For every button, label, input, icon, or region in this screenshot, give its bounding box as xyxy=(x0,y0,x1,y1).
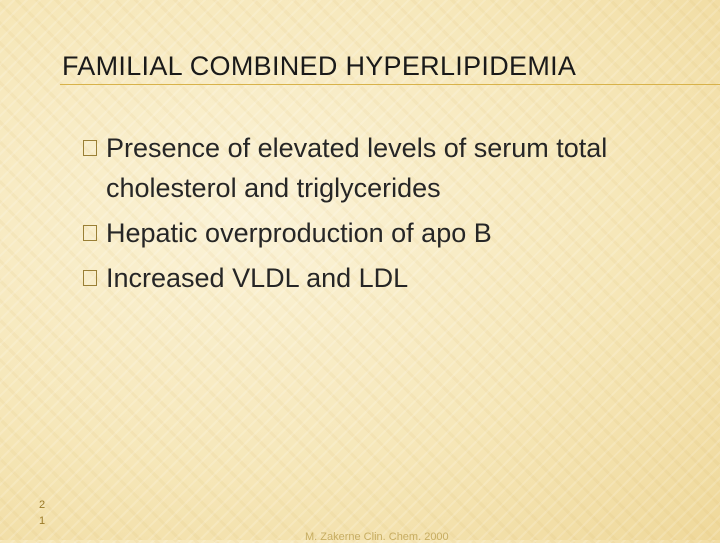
bullet-list xyxy=(82,128,702,303)
footer-citation: M. Zakerne Clin. Chem. 2000 xyxy=(305,531,449,543)
bullet-item xyxy=(82,128,702,208)
bullet-text: Presence of elevated levels of serum total cholesterol and triglycerides xyxy=(106,133,608,203)
title-underline xyxy=(60,84,720,85)
slide-number xyxy=(37,497,47,529)
slide-title: FAMILIAL COMBINED HYPERLIPIDEMIA xyxy=(62,51,577,81)
bullet-item xyxy=(82,258,702,298)
bullet-item xyxy=(82,213,702,253)
square-bullet-icon xyxy=(83,270,97,286)
bullet-text: Hepatic overproduction of apo B xyxy=(106,218,492,248)
square-bullet-icon xyxy=(83,225,97,241)
slide-number-digit: 2 xyxy=(38,499,46,511)
square-bullet-icon xyxy=(83,140,97,156)
slide-number-digit: 1 xyxy=(38,515,46,527)
bullet-text: Increased VLDL and LDL xyxy=(106,263,409,293)
